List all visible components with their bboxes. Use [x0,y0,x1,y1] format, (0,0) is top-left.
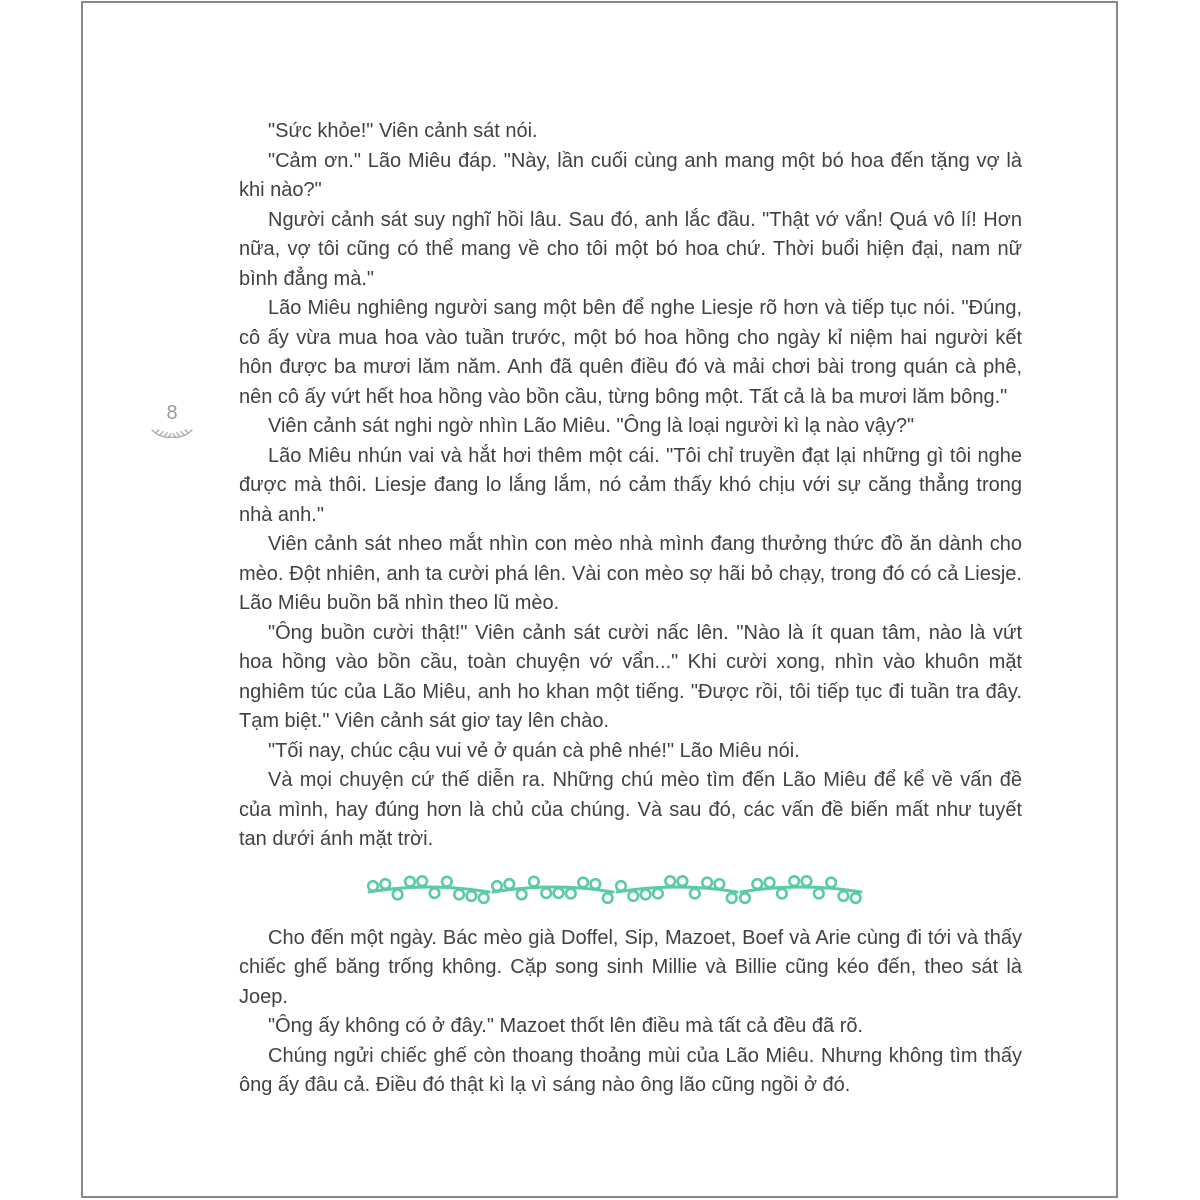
page-number-marker [150,401,194,440]
story-paragraph: Viên cảnh sát nghi ngờ nhìn Lão Miêu. "Ông là loại người kì lạ nào vậy?" [268,415,915,437]
laurel-flourish-icon [150,426,194,440]
story-text-column [239,117,1022,1101]
story-paragraph: Cho đến một ngày. Bác mèo già Doffel, Sip, Mazoet, Boef và Arie cùng đi tới và thấy chiếc ghế băng trống không. Cặp song sinh Millie và Billie cũng kéo đến, theo sát là Joep. [239,926,1022,1008]
story-paragraph: Viên cảnh sát nheo mắt nhìn con mèo nhà mình đang thưởng thức đồ ăn dành cho mèo. Đột nhiên, anh ta cười phá lên. Vài con mèo sợ hãi bỏ chạy, trong đó có cả Liesje. Lão Miêu buồn bã nhìn theo lũ mèo. [239,533,1022,614]
story-paragraph: "Cảm ơn." Lão Miêu đáp. "Này, lần cuối cùng anh mang một bó hoa đến tặng vợ là khi nào?" [239,149,1022,201]
story-paragraph: Lão Miêu nghiêng người sang một bên để nghe Liesje rõ hơn và tiếp tục nói. "Đúng, cô ấy vừa mua hoa vào tuần trước, một bó hoa hồng cho ngày kỉ niệm hai người kết hôn được ba mươi lăm năm. Anh đã quên điều đó và mải chơi bài trong quán cà phê, nên cô ấy vứt hết hoa hồng vào bồn cầu, từng bông một. Tất cả là ba mươi lăm bông." [239,297,1022,408]
story-paragraph: "Ông buồn cười thật!" Viên cảnh sát cười nấc lên. "Nào là ít quan tâm, nào là vứt hoa hồng vào bồn cầu, toàn chuyện vớ vẩn..." Khi cười xong, nhìn vào khuôn mặt nghiêm túc của Lão Miêu, anh ho khan một tiếng. "Được rồi, tôi tiếp tục đi tuần tra đây. Tạm biệt." Viên cảnh sát giơ tay lên chào. [239,621,1022,732]
story-paragraph: Người cảnh sát suy nghĩ hồi lâu. Sau đó, anh lắc đầu. "Thật vớ vẩn! Quá vô lí! Hơn nữa, vợ tôi cũng có thể mang về cho tôi một bó hoa chứ. Thời buổi hiện đại, nam nữ bình đẳng mà." [239,208,1022,290]
section-divider [367,869,863,905]
story-paragraph: Chúng ngửi chiếc ghế còn thoang thoảng mùi của Lão Miêu. Nhưng không tìm thấy ông ấy đâu cả. Điều đó thật kì lạ vì sáng nào ông lão cũng ngồi ở đó. [239,1044,1022,1096]
story-paragraph: "Tối nay, chúc cậu vui vẻ ở quán cà phê nhé!" Lão Miêu nói. [268,739,800,762]
vine-divider-icon [367,869,863,905]
story-paragraph: Lão Miêu nhún vai và hắt hơi thêm một cái. "Tôi chỉ truyền đạt lại những gì tôi nghe được mà thôi. Liesje đang lo lắng lắm, nó cảm thấy khó chịu với sự căng thẳng trong nhà anh." [239,444,1022,526]
story-paragraph: "Ông ấy không có ở đây." Mazoet thốt lên điều mà tất cả đều đã rõ. [268,1015,864,1037]
story-paragraph: Và mọi chuyện cứ thế diễn ra. Những chú mèo tìm đến Lão Miêu để kể về vấn đề của mình, hay đúng hơn là chủ của chúng. Và sau đó, các vấn đề biến mất như tuyết tan dưới ánh mặt trời. [239,769,1022,850]
story-paragraph: "Sức khỏe!" Viên cảnh sát nói. [268,120,538,142]
page-number: 8 [166,402,178,424]
